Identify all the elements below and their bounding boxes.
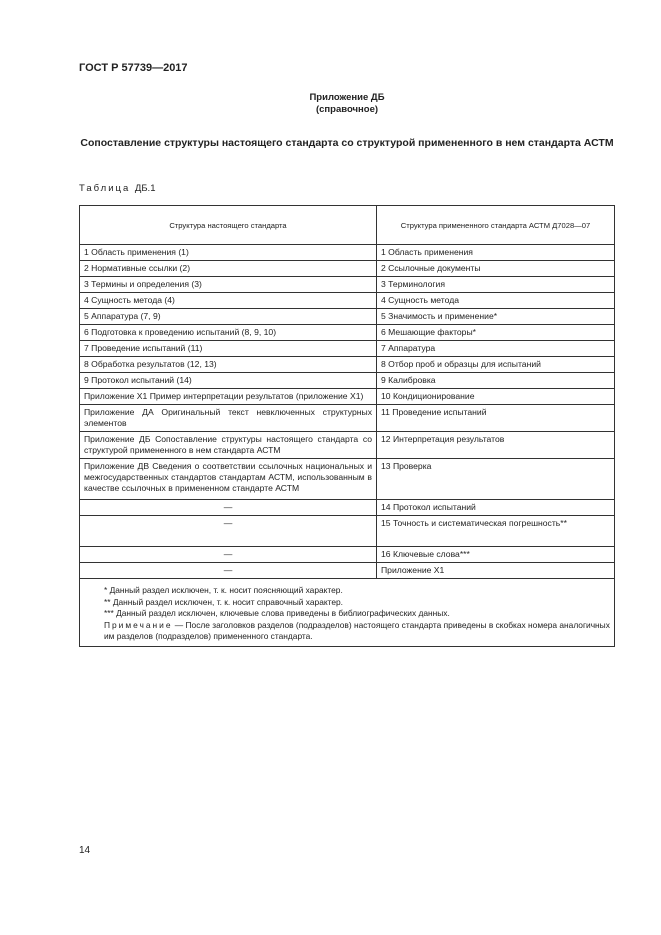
column-header-national: Структура настоящего стандарта xyxy=(80,206,377,245)
table-cell: 15 Точность и систематическая погрешность** xyxy=(377,516,615,547)
table-cell: 9 Протокол испытаний (14) xyxy=(80,373,377,389)
table-cell: — xyxy=(80,563,377,579)
table-cell: 4 Сущность метода (4) xyxy=(80,293,377,309)
table-cell: 3 Терминология xyxy=(377,277,615,293)
table-row xyxy=(80,389,615,405)
table-cell: 14 Протокол испытаний xyxy=(377,500,615,516)
table-row xyxy=(80,277,615,293)
standard-header: ГОСТ Р 57739—2017 xyxy=(79,62,188,74)
table-row xyxy=(80,459,615,500)
table-row xyxy=(80,245,615,261)
table-cell: Приложение Х1 xyxy=(377,563,615,579)
table-notes-row xyxy=(80,579,615,647)
footnote: ** Данный раздел исключен, т. к. носит справочный характер. xyxy=(104,596,343,607)
table-cell: 5 Значимость и применение* xyxy=(377,309,615,325)
table-row xyxy=(80,547,615,563)
table-row xyxy=(80,516,615,547)
table-cell: — xyxy=(80,547,377,563)
table-cell: — xyxy=(80,516,377,547)
table-row xyxy=(80,325,615,341)
table-row xyxy=(80,405,615,432)
table-row xyxy=(80,341,615,357)
table-row xyxy=(80,432,615,459)
document-title: Сопоставление структуры настоящего стандарта со структурой примененного в нем стандарта АСТМ xyxy=(80,137,614,149)
table-cell: 2 Нормативные ссылки (2) xyxy=(80,261,377,277)
table-cell: 8 Обработка результатов (12, 13) xyxy=(80,357,377,373)
table-cell: 3 Термины и определения (3) xyxy=(80,277,377,293)
table-cell: 6 Подготовка к проведению испытаний (8, 9, 10) xyxy=(80,325,377,341)
table-row xyxy=(80,500,615,516)
table-cell: 8 Отбор проб и образцы для испытаний xyxy=(377,357,615,373)
table-row xyxy=(80,357,615,373)
table-row xyxy=(80,293,615,309)
table-cell: 5 Аппаратура (7, 9) xyxy=(80,309,377,325)
table-cell: 4 Сущность метода xyxy=(377,293,615,309)
table-cell: 1 Область применения (1) xyxy=(80,245,377,261)
table-label-prefix: Таблица xyxy=(79,183,131,194)
table-cell: Приложение ДВ Сведения о соответствии ссылочных национальных и межгосударственных стандартов стандартам АСТМ, использованным в качестве ссылочных в примененном стандарте АСТМ xyxy=(80,459,377,500)
column-header-astm: Структура примененного стандарта АСТМ Д7028—07 xyxy=(377,206,615,245)
table-cell: 13 Проверка xyxy=(377,459,615,500)
page-number: 14 xyxy=(79,845,91,856)
table-row xyxy=(80,309,615,325)
footnote: * Данный раздел исключен, т. к. носит поясняющий характер. xyxy=(104,585,343,595)
table-row xyxy=(80,563,615,579)
table-row xyxy=(80,261,615,277)
table-cell: 6 Мешающие факторы* xyxy=(377,325,615,341)
table-cell: 12 Интерпретация результатов xyxy=(377,432,615,459)
table-row xyxy=(80,373,615,389)
table-cell: 2 Ссылочные документы xyxy=(377,261,615,277)
table-cell: 1 Область применения xyxy=(377,245,615,261)
table-cell: Приложение Х1 Пример интерпретации результатов (приложение Х1) xyxy=(80,389,377,405)
table-cell: 7 Аппаратура xyxy=(377,341,615,357)
table-cell: 10 Кондиционирование xyxy=(377,389,615,405)
table-cell: — xyxy=(80,500,377,516)
comparison-table xyxy=(79,205,615,647)
table-remark xyxy=(84,620,610,643)
table-cell: 11 Проведение испытаний xyxy=(377,405,615,432)
annex-subtitle: (справочное) xyxy=(315,104,379,115)
table-cell: Приложение ДА Оригинальный текст невключенных структурных элементов xyxy=(80,405,377,432)
table-header-row xyxy=(80,206,615,245)
annex-title: Приложение ДБ xyxy=(309,92,385,103)
remark-label: Примечание xyxy=(104,619,173,630)
footnote: *** Данный раздел исключен, ключевые слова приведены в библиографических данных. xyxy=(104,608,450,618)
table-label xyxy=(79,183,155,194)
table-cell: 7 Проведение испытаний (11) xyxy=(80,341,377,357)
table-notes xyxy=(80,579,615,647)
table-cell: 9 Калибровка xyxy=(377,373,615,389)
remark-text: — После заголовков разделов (подразделов) настоящего стандарта приведены в скобках номера аналогичных им разделов (подразделов) примененного стандарта. xyxy=(104,619,610,641)
table-cell: Приложение ДБ Сопоставление структуры настоящего стандарта со структурой примененного в нем стандарта АСТМ xyxy=(80,432,377,459)
table-cell: 16 Ключевые слова*** xyxy=(377,547,615,563)
table-label-number: ДБ.1 xyxy=(134,183,156,194)
annex-heading xyxy=(79,92,615,116)
